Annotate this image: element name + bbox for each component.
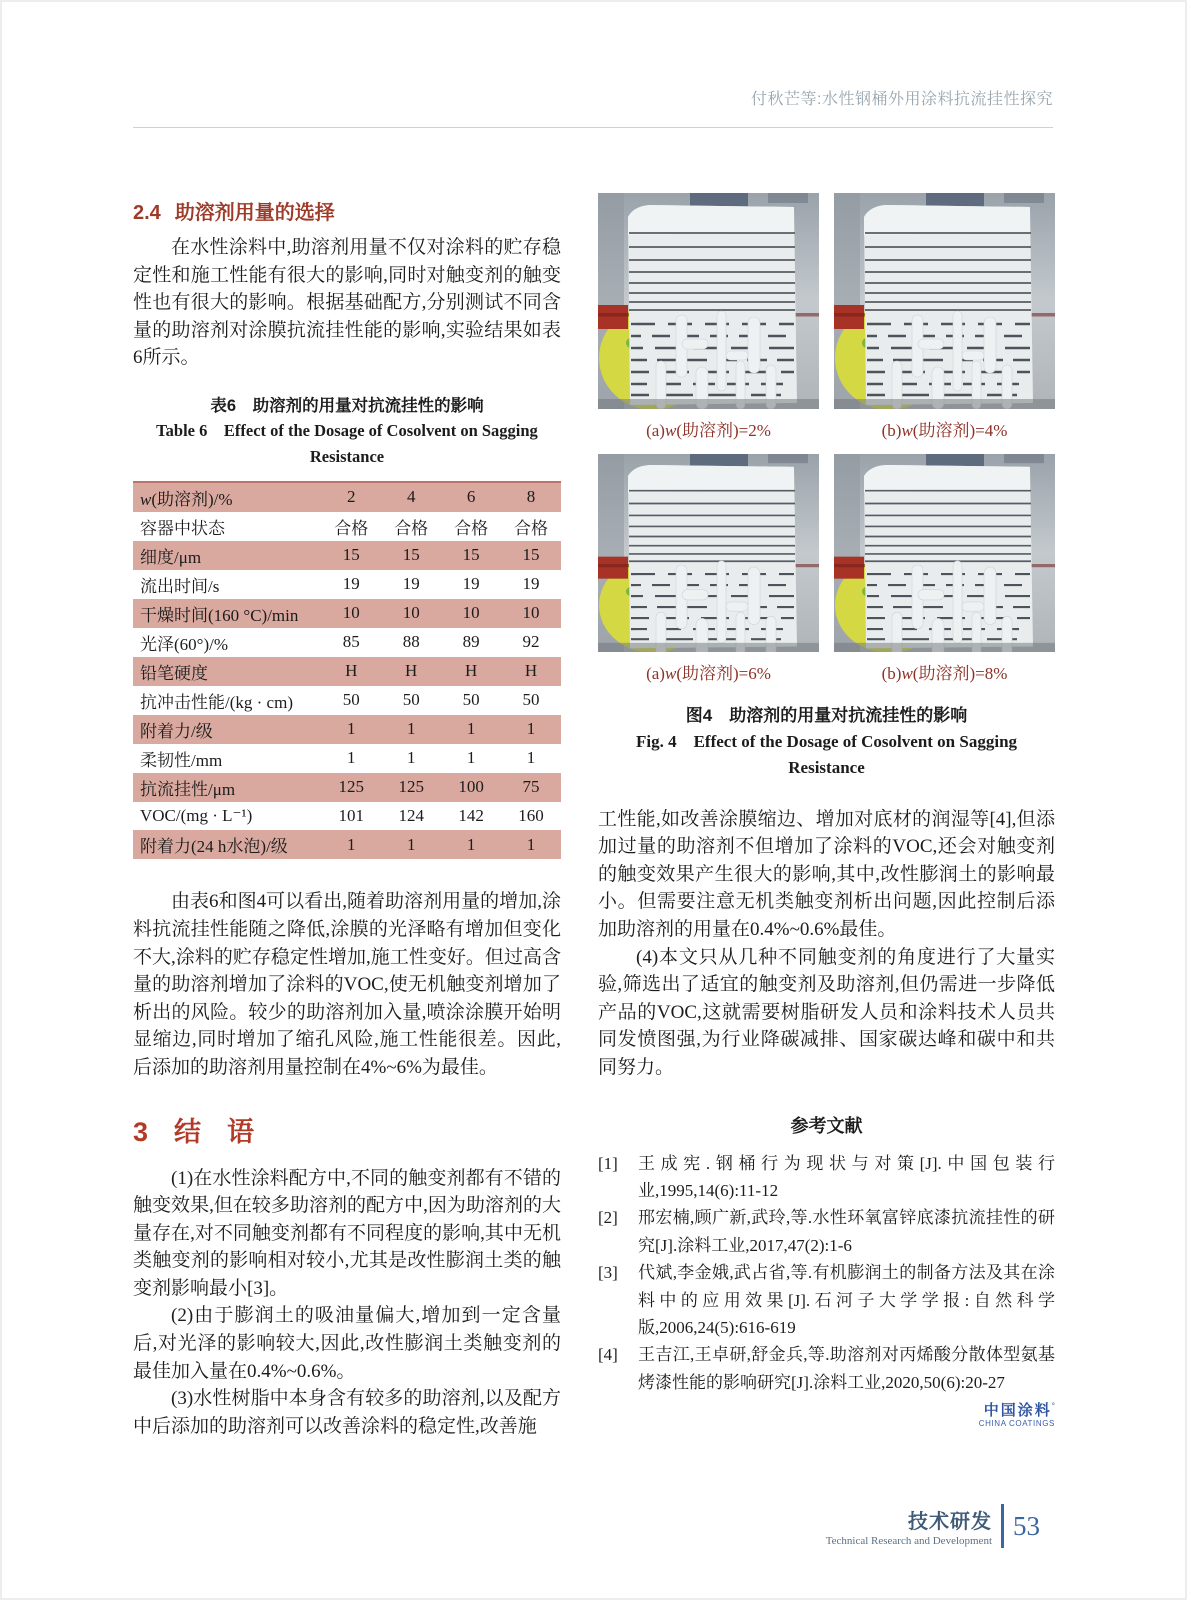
table-row (133, 744, 561, 773)
row-label: 细度/μm (140, 547, 202, 567)
table-row (133, 802, 561, 831)
reference-index: [4] (598, 1345, 618, 1365)
table-cell: 89 (462, 632, 480, 652)
table-cell: 100 (458, 777, 484, 797)
table-cell: 10 (342, 603, 360, 623)
right-column (598, 193, 1055, 1429)
section-2-4-heading (133, 196, 561, 225)
figure-photo-cell (834, 193, 1055, 454)
figure-photo-label (598, 659, 819, 684)
table-cell: 1 (526, 748, 536, 768)
row-label: 干燥时间(160 °C)/min (140, 605, 299, 625)
reference-item (598, 1204, 1055, 1259)
reference-text: 王吉江,王卓研,舒金兵,等.助溶剂对丙烯酸分散体型氨基烤漆性能的影响研究[J].涂料工业,2020,50(6):20-27 (638, 1345, 1055, 1392)
figure-photo-label (598, 416, 819, 441)
table-cell: H (345, 661, 358, 681)
photo-label-prefix: (a) (646, 421, 665, 440)
table-row (133, 686, 561, 715)
header-rule (133, 127, 1053, 128)
table-row (133, 830, 561, 859)
table-cell: 15 (402, 545, 420, 565)
table-row (133, 570, 561, 599)
table6-body (133, 482, 561, 860)
figure-photo-cell (598, 193, 819, 454)
table-row (133, 657, 561, 686)
table-cell: H (464, 661, 478, 681)
photo-label-prefix: (b) (881, 664, 902, 683)
table-cell: 19 (402, 574, 420, 594)
photo-label-rest: (助溶剂)=8% (912, 664, 1008, 683)
row-label: 柔韧性/mm (140, 750, 223, 770)
row-label: VOC/(mg · L⁻¹) (140, 806, 253, 826)
figure4-grid (598, 193, 1055, 697)
table-cell: 88 (402, 632, 420, 652)
photo-label-sym: w (901, 664, 913, 683)
table-cell: 50 (522, 690, 540, 710)
table-cell: 15 (462, 545, 480, 565)
table-cell: H (524, 661, 538, 681)
table-row (133, 512, 561, 541)
table-cell: 125 (338, 777, 365, 797)
table-cell: 10 (402, 603, 420, 623)
table-cell: 1 (466, 748, 476, 768)
table-cell: 1 (347, 834, 356, 854)
table-cell: 1 (347, 719, 356, 739)
table-cell: 50 (402, 690, 420, 710)
table-cell: 10 (522, 603, 540, 623)
table-cell: 10 (462, 603, 480, 623)
table-header-label (133, 482, 321, 512)
photo-label-sym: w (901, 421, 913, 440)
figure-photo-cell (598, 454, 819, 697)
logo-text-cn: 中国涂料 (983, 1402, 1052, 1420)
table-cell: 1 (466, 834, 476, 854)
table-cell: 合格 (454, 518, 489, 538)
table6 (133, 481, 561, 860)
paragraph-conclusion-3: (3)水性树脂中本身含有较多的助溶剂,以及配方中后添加的助溶剂可以改善涂料的稳定性,改善施 (133, 1388, 561, 1437)
reference-text: 邢宏楠,顾广新,武玲,等.水性环氧富锌底漆抗流挂性的研究[J].涂料工业,2017,47(2):1-6 (638, 1208, 1055, 1255)
table-row (133, 715, 561, 744)
paragraph-conclusion-2: (2)由于膨润土的吸油量偏大,增加到一定含量后,对光泽的影响较大,因此,改性膨润土类触变剂的最佳加入量在0.4%~0.6%。 (133, 1305, 561, 1382)
paragraph-continuation: 工性能,如改善涂膜缩边、增加对底材的润湿等[4],但添加过量的助溶剂不但增加了涂料的VOC,还会对触变剂的触变效果产生很大的影响,其中,改性膨润土的影响最小。但需要注意无机类触变剂析出问题,因此控制后添加助溶剂的用量在0.4%~0.6%最佳。 (598, 808, 1055, 941)
sagging-test-photo (834, 454, 1055, 652)
row-label: 流出时间/s (140, 576, 220, 596)
table-cell: 1 (466, 719, 476, 739)
footer-section-cn: 技术研发 (908, 1511, 992, 1533)
paragraph-conclusion-4: (4)本文只从几种不同触变剂的角度进行了大量实验,筛选出了适宜的触变剂及助溶剂,但仍需进一步降低产品的VOC,这就需要树脂研发人员和涂料技术人员共同发愤图强,为行业降碳减排、国家碳达峰和碳中和共同努力。 (598, 946, 1055, 1079)
table-cell: 15 (342, 545, 360, 565)
table-cell: 6 (466, 487, 476, 507)
table6-caption-cn: 表6 助溶剂的用量对抗流挂性的影响 (210, 396, 484, 415)
page-number: 53 (1013, 1510, 1040, 1541)
figure-photo-cell (834, 454, 1055, 697)
page-footer (826, 1504, 1040, 1548)
table-row (133, 541, 561, 570)
reference-text: 代斌,李金娥,武占省,等.有机膨润土的制备方法及其在涂料中的应用效果[J].石河子大学学报:自然科学版,2006,24(5):616-619 (638, 1263, 1055, 1338)
table-cell: 125 (398, 777, 424, 797)
table-cell: 50 (462, 690, 480, 710)
table6-caption-en: Table 6 Effect of the Dosage of Cosolvent on Sagging Resistance (156, 420, 538, 467)
table-cell: 1 (526, 834, 536, 854)
section-title: 结语 (174, 1116, 281, 1147)
section-number: 2.4 (133, 202, 161, 224)
row-label: 附着力(24 h水泡)/级 (140, 837, 288, 857)
logo-text-en: CHINA COATINGS (978, 1418, 1055, 1428)
table-cell: 合格 (514, 518, 549, 538)
reference-index: [2] (598, 1208, 618, 1228)
section-number: 3 (133, 1116, 149, 1147)
sagging-test-photo (834, 193, 1055, 409)
references-title: 参考文献 (790, 1115, 863, 1136)
table-cell: 1 (347, 748, 356, 768)
reference-item (598, 1259, 1055, 1341)
table-cell: 19 (462, 574, 480, 594)
header-rest: (助溶剂)/% (151, 489, 233, 509)
row-label: 光泽(60°)/% (140, 634, 229, 654)
table-row (133, 773, 561, 802)
table-cell: 124 (398, 806, 424, 826)
running-head: 付秋芒等:水性钢桶外用涂料抗流挂性探究 (751, 91, 1053, 108)
figure4-caption-en: Fig. 4 Effect of the Dosage of Cosolvent on Sagging Resistance (635, 732, 1018, 778)
photo-label-rest: (助溶剂)=2% (676, 421, 771, 440)
row-label: 附着力/级 (140, 721, 213, 741)
footer-section (826, 1505, 992, 1547)
paragraph-intro: 在水性涂料中,助溶剂用量不仅对涂料的贮存稳定性和施工性能有很大的影响,同时对触变剂的触变性也有很大的影响。根据基础配方,分别测试不同含量的助溶剂对涂膜抗流挂性能的影响,实验结果如表6所示。 (133, 237, 561, 369)
table-cell: 92 (522, 632, 540, 652)
reference-index: [1] (598, 1153, 618, 1173)
table-cell: 1 (526, 719, 536, 739)
logo-registered-mark: ° (1051, 1401, 1055, 1411)
table-cell: 85 (342, 632, 360, 652)
section-3-heading (133, 1110, 561, 1149)
table-cell: 1 (406, 748, 416, 768)
table-cell: 1 (406, 834, 416, 854)
header-symbol: w (140, 489, 152, 509)
photo-label-prefix: (b) (881, 421, 902, 440)
table-cell: 101 (338, 806, 365, 826)
photo-label-prefix: (a) (646, 664, 665, 683)
reference-index: [3] (598, 1263, 618, 1283)
table-cell: 2 (347, 487, 356, 507)
paragraph-conclusion-1: (1)在水性涂料配方中,不同的触变剂都有不错的触变效果,但在较多助溶剂的配方中,因为助溶剂的大量存在,对不同触变剂都有不同程度的影响,其中无机类触变剂的影响相对较小,尤其是改性膨润土类的触变剂影响最小[3]。 (133, 1167, 561, 1299)
photo-label-sym: w (664, 421, 677, 440)
photo-label-rest: (助溶剂)=6% (676, 664, 771, 683)
table-row (133, 628, 561, 657)
row-label: 铅笔硬度 (140, 663, 208, 683)
sagging-test-photo (598, 193, 819, 409)
table-cell: 75 (522, 777, 540, 797)
table-cell: H (405, 661, 418, 681)
footer-section-en: Technical Research and Development (825, 1535, 992, 1547)
figure-photo-label (834, 659, 1055, 684)
footer-divider (1001, 1504, 1004, 1548)
reference-item (598, 1150, 1055, 1205)
table-cell: 8 (526, 487, 536, 507)
table-cell: 50 (342, 690, 360, 710)
table-header-row (133, 482, 561, 512)
table-cell: 合格 (394, 518, 429, 538)
row-label: 抗流挂性/μm (140, 779, 236, 799)
reference-item (598, 1341, 1055, 1396)
references-list (598, 1150, 1055, 1397)
table-row (133, 599, 561, 628)
table-cell: 160 (518, 806, 544, 826)
sagging-test-photo (598, 454, 819, 652)
left-column (133, 196, 561, 1440)
row-label: 抗冲击性能/(kg · cm) (140, 692, 293, 712)
reference-text: 王成宪.钢桶行为现状与对策[J].中国包装行业,1995,14(6):11-12 (638, 1153, 1055, 1201)
photo-label-rest: (助溶剂)=4% (912, 421, 1008, 440)
table-cell: 4 (406, 487, 416, 507)
figure-photo-label (834, 416, 1055, 441)
paragraph-discussion: 由表6和图4可以看出,随着助溶剂用量的增加,涂料抗流挂性能随之降低,涂膜的光泽略有增加但变化不大,涂料的贮存稳定性增加,施工性变好。但过高含量的助溶剂增加了涂料的VOC,使无机触变剂增加了析出的风险。较少的助溶剂加入量,喷涂涂膜开始明显缩边,同时增加了缩孔风险,施工性能很差。因此,后添加的助溶剂用量控制在4%~6%为最佳。 (133, 891, 561, 1078)
table-cell: 19 (522, 574, 540, 594)
china-coatings-logo (598, 1402, 1055, 1428)
figure4-caption-cn: 图4 助溶剂的用量对抗流挂性的影响 (685, 706, 968, 725)
table-cell: 合格 (334, 518, 369, 538)
table-cell: 142 (458, 806, 484, 826)
table-cell: 15 (522, 545, 540, 565)
row-label: 容器中状态 (140, 518, 225, 538)
section-title: 助溶剂用量的选择 (174, 202, 335, 224)
table-cell: 19 (342, 574, 360, 594)
photo-label-sym: w (664, 664, 677, 683)
table-cell: 1 (406, 719, 416, 739)
